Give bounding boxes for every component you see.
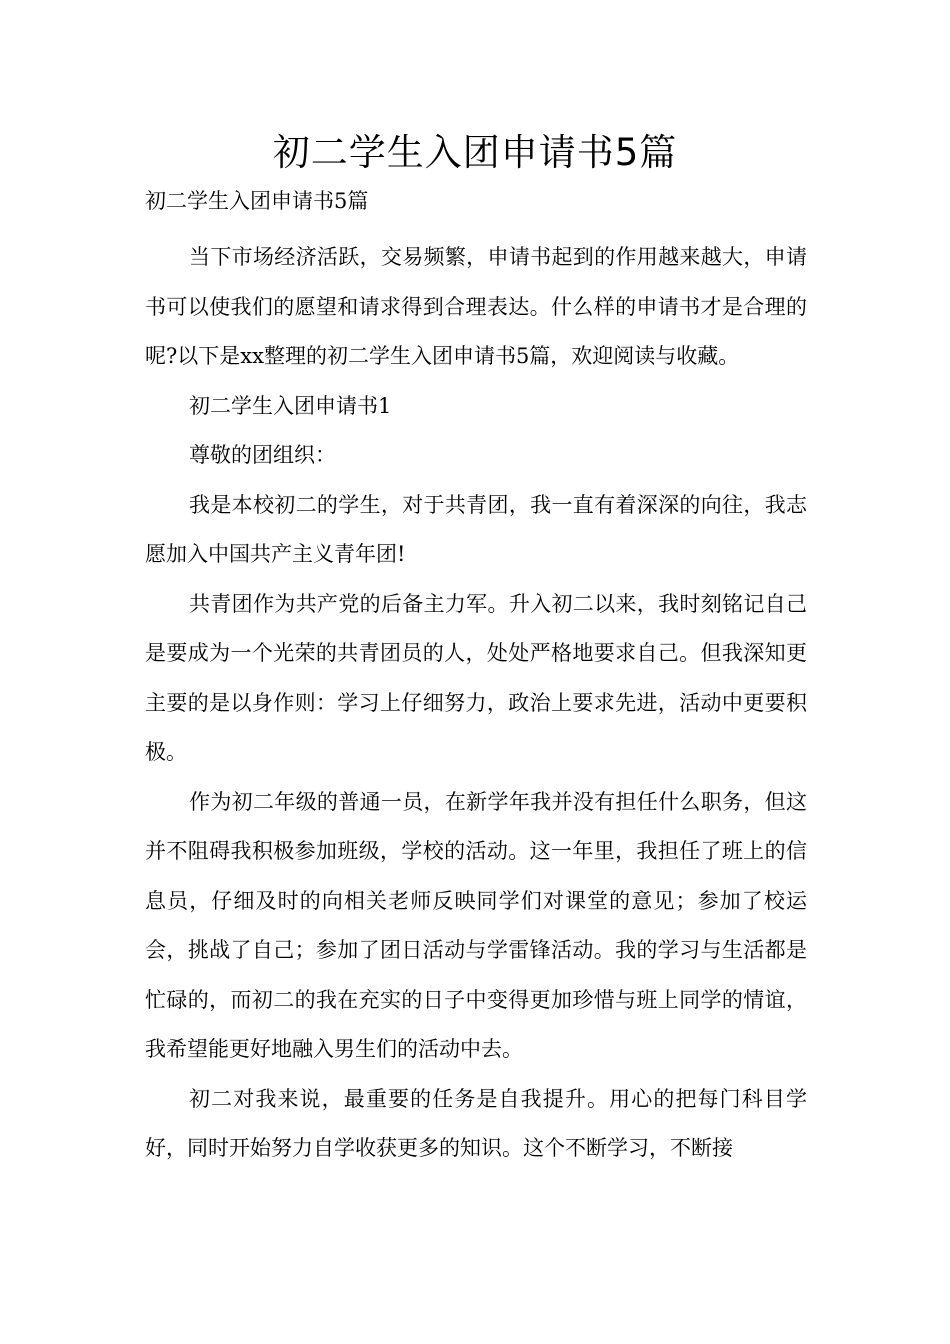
- document-body: [145, 233, 807, 1174]
- body-paragraph: 共青团作为共产党的后备主力军。升入初二以来，我时刻铭记自己是要成为一个光荣的共青团员的人，处处严格地要求自己。但我深知更主要的是以身作则：学习上仔细努力，政治上要求先进，活动中更要积极。: [145, 591, 807, 764]
- body-paragraph: 作为初二年级的普通一员，在新学年我并没有担任什么职务，但这并不阻碍我积极参加班级，学校的活动。这一年里，我担任了班上的信息员，仔细及时的向相关老师反映同学们对课堂的意见；参加了校运会，挑战了自己；参加了团日活动与学雷锋活动。我的学习与生活都是忙碌的，而初二的我在充实的日子中变得更加珍惜与班上同学的情谊，我希望能更好地融入男生们的活动中去。: [145, 789, 807, 1061]
- salutation: 尊敬的团组织：: [189, 443, 336, 467]
- document-subtitle: 初二学生入团申请书5篇: [145, 189, 369, 213]
- section-heading: 初二学生入团申请书1: [189, 393, 392, 418]
- body-paragraph: 初二对我来说，最重要的任务是自我提升。用心的把每门科目学好，同时开始努力自学收获更多的知识。这个不断学习，不断接: [145, 1086, 807, 1160]
- document-title: 初二学生入团申请书5篇: [272, 131, 678, 174]
- intro-paragraph: 当下市场经济活跃，交易频繁，申请书起到的作用越来越大，申请书可以使我们的愿望和请求得到合理表达。什么样的申请书才是合理的呢?以下是xx整理的初二学生入团申请书5篇，欢迎阅读与收藏。: [145, 245, 807, 368]
- body-paragraph: 我是本校初二的学生，对于共青团，我一直有着深深的向往，我志愿加入中国共产主义青年团!: [145, 492, 807, 566]
